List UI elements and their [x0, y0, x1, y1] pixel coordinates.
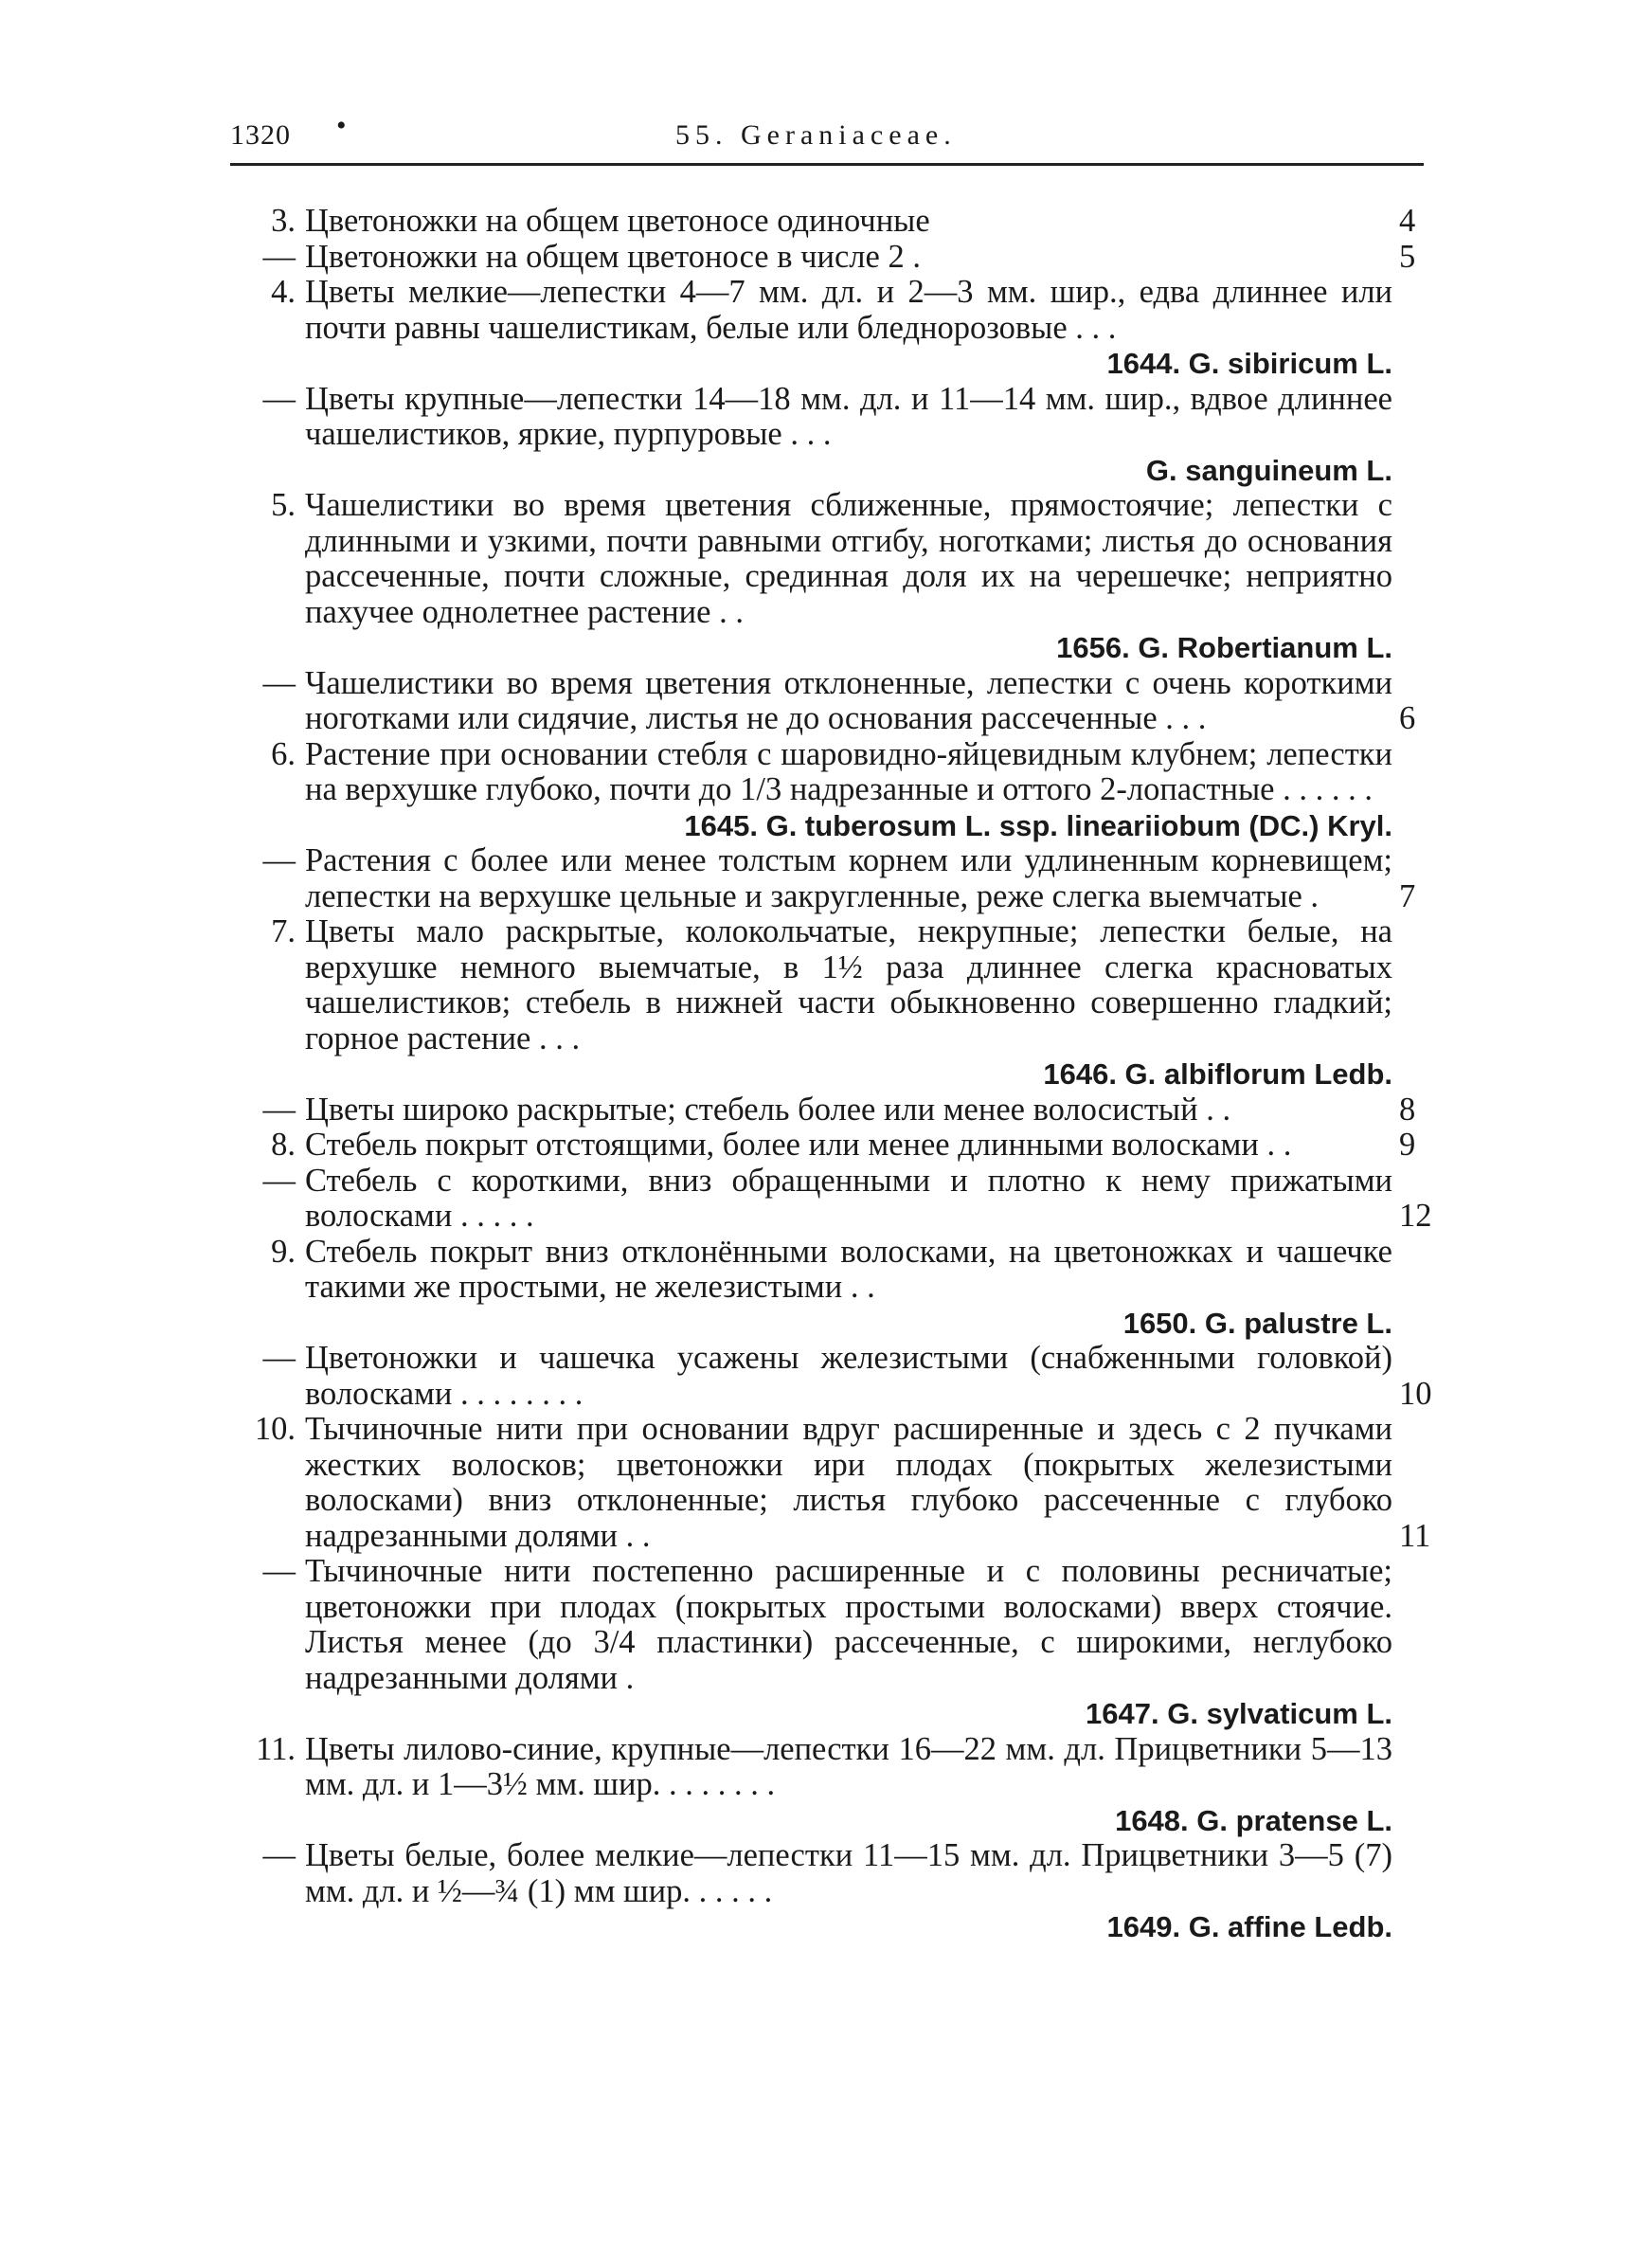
taxon-label: 1647. G. sylvaticum L. — [1086, 1697, 1392, 1730]
entry-text: Цветоножки и чашечка усажены железистыми (снабженными головкой) волосками . . . . . . . . — [305, 1340, 1392, 1412]
entry-text: Стебель покрыт вниз отклонёнными волосками, на цветоножках и чашечке такими же простыми, не железистыми . . — [305, 1233, 1392, 1305]
entry-marker: — — [262, 238, 296, 275]
key-entry — [246, 1092, 1463, 1128]
lead-number: 4 — [1399, 203, 1416, 239]
taxon-label: 1650. G. palustre L. — [1122, 1306, 1392, 1340]
entry-text: Чашелистики во время цветения отклоненные, лепестки с очень короткими ноготками или сидячие, листья не до основания рассеченные . . . — [305, 664, 1392, 736]
lead-number: 8 — [1399, 1091, 1416, 1128]
taxon-name — [305, 346, 1392, 382]
entry-text: Цветы крупные—лепестки 14—18 мм. дл. и 11—14 мм. шир., вдвое длиннее чашелистиков, яркие, пурпуровые . . . — [305, 380, 1392, 452]
key-entry — [246, 275, 1463, 346]
family-title: 55. Geraniaceae. — [675, 119, 957, 151]
taxon-name — [305, 1909, 1392, 1945]
entry-text: Цветы мало раскрытые, колокольчатые, некрупные; лепестки белые, на верхушке немного выемчатые, в 1½ раза длиннее слегка красноватых чашелистиков; стебель в нижней части обыкновенно совершенно гладкий; горное растение . . . — [305, 913, 1392, 1056]
taxon-name — [305, 808, 1392, 844]
entry-marker: 8. — [271, 1127, 296, 1163]
entry-text: Цветоножки на общем цветоносе одиночные — [305, 203, 930, 239]
entry-marker: — — [262, 1837, 296, 1873]
entry-marker: 3. — [271, 203, 296, 239]
lead-number: 10 — [1399, 1375, 1432, 1412]
key-entry — [246, 1164, 1463, 1235]
entry-text: Тычиночные нити постепенно расширенные и с половины ресничатые; цветоножки при плодах (покрытых простыми волосками) вверх стоячие. Листья менее (до 3/4 пластинки) рассеченные, с широкими, неглубоко надрезанными долями . — [305, 1553, 1392, 1696]
entry-text: Цветы мелкие—лепестки 4—7 мм. дл. и 2—3 мм. шир., едва длиннее или почти равны чашелистикам, белые или бледнорозовые . . . — [305, 274, 1392, 346]
key-entry — [246, 1341, 1463, 1412]
entry-text: Стебель покрыт отстоящими, более или менее длинными волосками . . — [305, 1127, 1292, 1163]
header-bullet: • — [336, 110, 347, 141]
taxon-name — [305, 630, 1392, 666]
entry-text: Цветы широко раскрытые; стебель более или менее волосистый . . — [305, 1091, 1231, 1128]
entry-text: Стебель с короткими, вниз обращенными и плотно к нему прижатыми волосками . . . . . — [305, 1162, 1392, 1234]
entry-marker: 10. — [254, 1411, 296, 1447]
key-entry — [246, 737, 1463, 808]
entry-text: Растение при основании стебля с шаровидно-яйцевидным клубнем; лепестки на верхушке глубоко, почти до 1/3 надрезанные и оттого 2-лопастные . . . . . . — [305, 735, 1392, 807]
entry-marker: 11. — [256, 1730, 296, 1767]
key-entry — [246, 914, 1463, 1056]
entry-marker: 7. — [271, 913, 296, 949]
taxon-label: 1644. G. sibiricum L. — [1106, 347, 1392, 380]
entry-marker: 6. — [271, 735, 296, 772]
entry-marker: 4. — [271, 274, 296, 310]
key-entry — [246, 382, 1463, 453]
taxon-label: 1646. G. albiflorum Ledb. — [1043, 1057, 1392, 1091]
taxon-name — [305, 1696, 1392, 1732]
entry-text: Цветы лилово-синие, крупные—лепестки 16—22 мм. дл. Прицветники 5—13 мм. дл. и 1—3½ мм. шир. . . . . . . . — [305, 1730, 1392, 1802]
key-entry — [246, 204, 1463, 240]
taxon-name — [305, 1803, 1392, 1839]
entry-marker: 9. — [271, 1233, 296, 1270]
taxon-label: 1649. G. affine Ledb. — [1106, 1910, 1392, 1943]
lead-number: 7 — [1399, 877, 1416, 914]
entry-marker: — — [262, 664, 296, 701]
entry-text: Растения с более или менее толстым корнем или удлиненным корневищем; лепестки на верхушке цельные и закругленные, реже слегка выемчатые . — [305, 842, 1392, 914]
taxon-label: 1645. G. tuberosum L. ssp. lineariiobum (DC.) Kryl. — [684, 808, 1392, 842]
key-entry — [246, 1554, 1463, 1696]
lead-number: 12 — [1399, 1198, 1432, 1234]
key-entry — [246, 1235, 1463, 1306]
key-entry — [246, 488, 1463, 630]
lead-number: 11 — [1399, 1517, 1431, 1554]
entry-marker: — — [262, 1091, 296, 1128]
lead-number: 6 — [1399, 700, 1416, 736]
lead-number: 9 — [1399, 1127, 1416, 1163]
entry-text: Цветы белые, более мелкие—лепестки 11—15 мм. дл. Прицветники 3—5 (7) мм. дл. и ½—¾ (1) мм шир. . . . . . — [305, 1837, 1392, 1909]
taxon-name — [305, 1306, 1392, 1342]
entry-text: Чашелистики во время цветения сближенные, прямостоячие; лепестки с длинными и узкими, почти равными отгибу, ноготками; листья до основания рассеченные, почти сложные, срединная доля их на черешечке; неприятно пахучее однолетнее растение . . — [305, 487, 1392, 630]
taxon-label: G. sanguineum L. — [1145, 453, 1392, 487]
key-entry — [246, 666, 1463, 737]
entry-marker: — — [262, 1340, 296, 1376]
entry-marker: — — [262, 1162, 296, 1199]
entry-text: Цветоножки на общем цветоносе в числе 2 . — [305, 238, 921, 275]
page-number: 1320 — [230, 119, 291, 151]
key-entry — [246, 240, 1463, 276]
key-entry — [246, 1412, 1463, 1554]
running-header — [230, 112, 1424, 169]
entry-marker: 5. — [271, 487, 296, 523]
lead-number: 5 — [1399, 238, 1416, 275]
entry-marker: — — [262, 380, 296, 417]
key-entry — [246, 1838, 1463, 1909]
entry-text: Тычиночные нити при основании вдруг расширенные и здесь с 2 пучками жестких волосков; цветоножки ири плодах (покрытых железистыми волосками) вниз отклоненные; листья глубоко рассеченные с глубоко надрезанными долями . . — [305, 1411, 1392, 1554]
key-entry — [246, 843, 1463, 914]
entry-marker: — — [262, 842, 296, 878]
taxon-label: 1656. G. Robertianum L. — [1056, 631, 1392, 664]
key-entry — [246, 1128, 1463, 1164]
taxon-label: 1648. G. pratense L. — [1115, 1803, 1392, 1837]
key-entry — [246, 1732, 1463, 1803]
identification-key — [246, 204, 1463, 1945]
entry-marker: — — [262, 1553, 296, 1589]
header-rule — [230, 163, 1424, 166]
taxon-name — [305, 453, 1392, 489]
taxon-name — [305, 1056, 1392, 1092]
